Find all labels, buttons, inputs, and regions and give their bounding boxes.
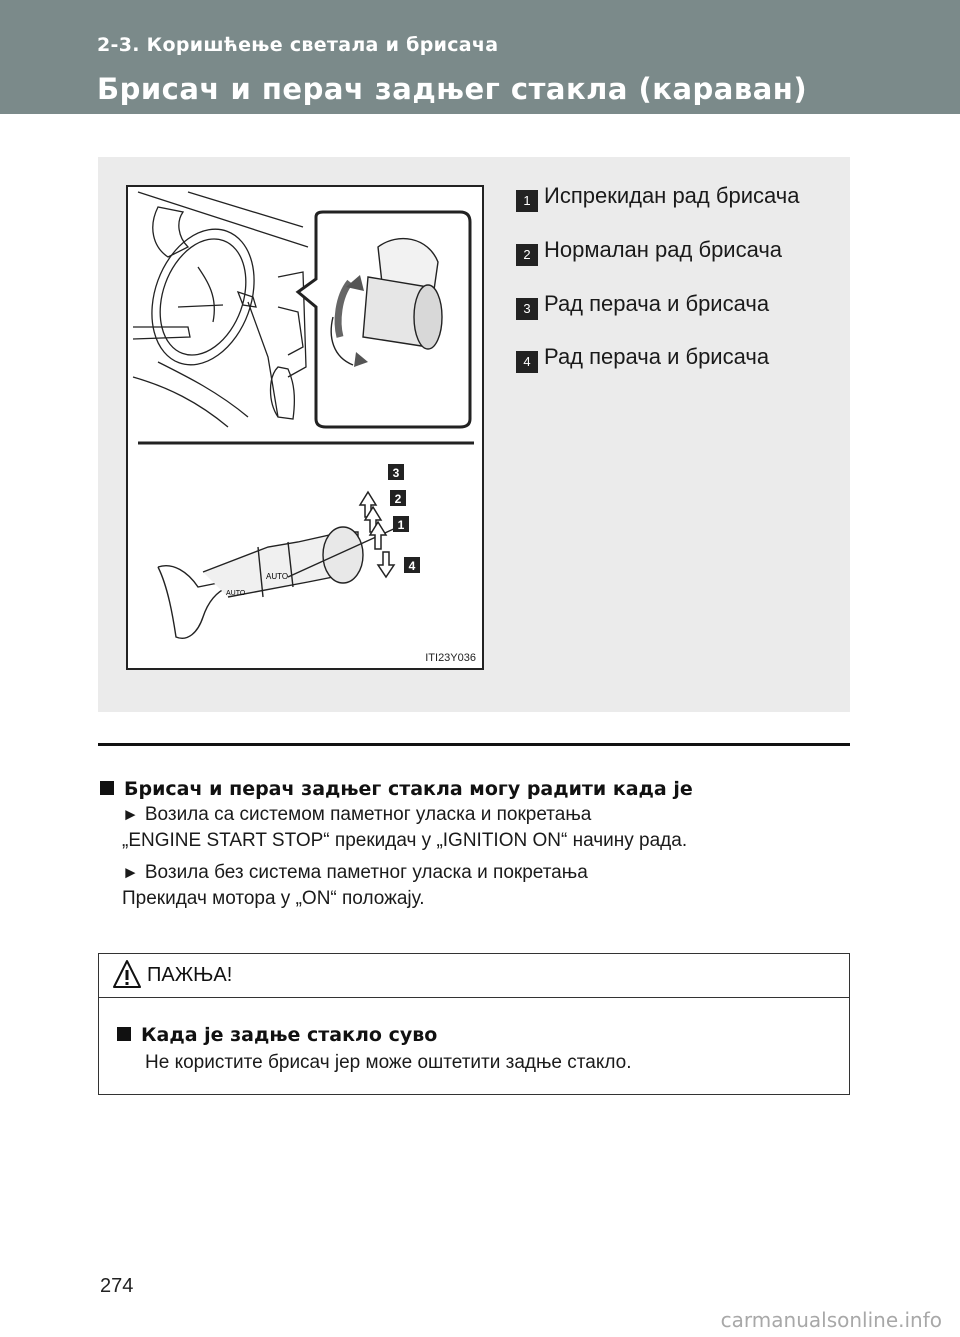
legend-item: [516, 344, 769, 370]
illustration: [126, 185, 484, 670]
wiper-lever-illustration: [128, 187, 482, 668]
tag-1: 1: [397, 518, 405, 532]
warning-triangle-icon: [113, 959, 141, 989]
lever-auto-label: AUTO: [266, 572, 289, 581]
legend-label: Испрекидан рад брисача: [544, 183, 800, 208]
legend-label: Рад перача и брисача: [544, 291, 770, 316]
legend-item: [516, 291, 769, 317]
legend-label: Нормалан рад брисача: [544, 237, 783, 262]
lever-auto-label-2: AUTO: [226, 590, 246, 597]
caution-text: Не користите брисач јер може оштетити задње стакло.: [145, 1052, 632, 1073]
tag-4: 4: [408, 559, 416, 573]
section-title: 2-3. Коришћење светала и брисача: [97, 34, 499, 56]
bullet-text: Возила са системом паметног уласка и покретања: [144, 804, 592, 825]
bullet-line-cont: Прекидач мотора у „ON“ положају.: [122, 888, 425, 909]
legend-number: 1: [516, 190, 538, 212]
bullet-text: Возила без система паметног уласка и покретања: [144, 862, 588, 883]
caution-label: ПАЖЊА!: [147, 964, 233, 986]
caution-box: [98, 953, 850, 1095]
legend-label: Рад перача и брисача: [544, 344, 770, 369]
right-triangle-icon: ►: [122, 805, 139, 824]
caution-title: [117, 1024, 437, 1046]
black-square-icon: [100, 781, 114, 795]
legend-number: 4: [516, 351, 538, 373]
illustration-code: ITI23Y036: [425, 652, 476, 664]
bullet-line: [122, 804, 591, 826]
page-title: Брисач и перач задњег стакла (караван): [97, 72, 808, 106]
black-square-icon: [117, 1027, 131, 1041]
tag-3: 3: [392, 466, 400, 480]
tag-2: 2: [394, 492, 402, 506]
legend-item: [516, 237, 782, 263]
bullet-line: [122, 862, 588, 884]
page-header: [0, 0, 960, 114]
right-triangle-icon: ►: [122, 863, 139, 882]
legend-number: 2: [516, 244, 538, 266]
bullet-line-cont: „ENGINE START STOP“ прекидач у „IGNITION ON“ начину рада.: [122, 830, 688, 851]
caution-header: [99, 954, 849, 998]
legend-number: 3: [516, 298, 538, 320]
legend-item: [516, 183, 799, 209]
caution-title-text: Када је задње стакло суво: [141, 1024, 438, 1046]
section-divider: [98, 743, 850, 746]
watermark: carmanualsonline.info: [720, 1308, 942, 1332]
note-heading-text: Брисач и перач задњег стакла могу радити када је: [124, 778, 693, 800]
note-heading: [100, 778, 693, 800]
page-number: 274: [100, 1275, 134, 1297]
